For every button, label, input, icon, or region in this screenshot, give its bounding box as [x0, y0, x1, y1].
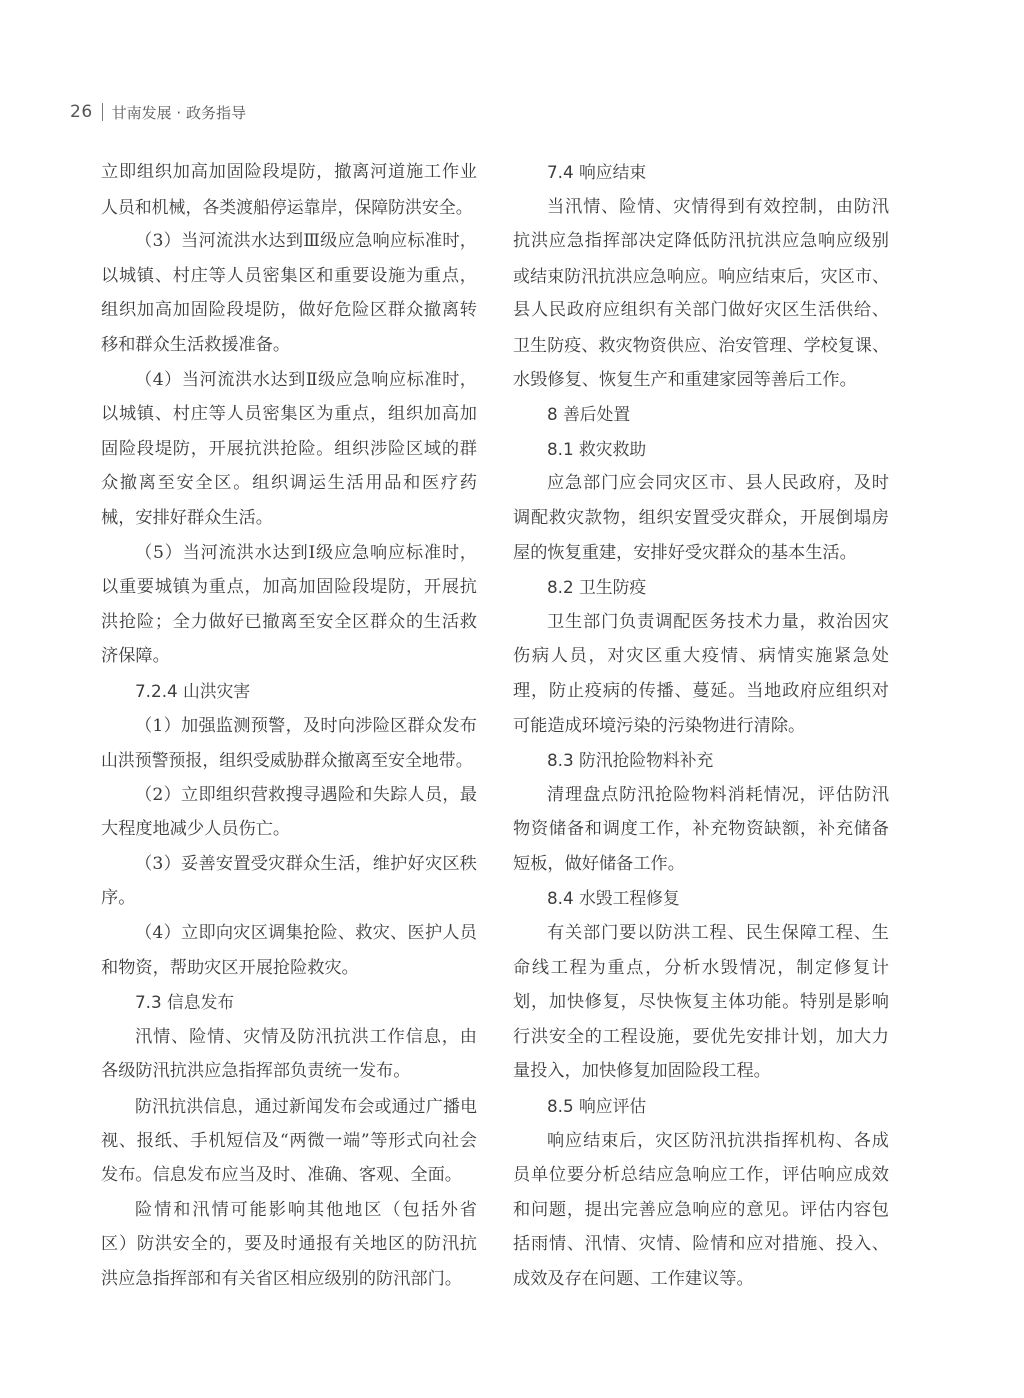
- text-line: 伤病人员，对灾区重大疫情、病情实施紧急处: [513, 646, 889, 667]
- left-column: [101, 155, 477, 1297]
- text-line: 屋的恢复重建，安排好受灾群众的基本生活。: [513, 542, 857, 563]
- page-number: 26: [70, 102, 93, 122]
- page-header: [70, 99, 246, 125]
- text-line: 汛情、险情、灾情及防汛抗洪工作信息，由: [135, 1026, 477, 1047]
- text-line: 洪应急指挥部和有关省区相应级别的防汛部门。: [101, 1269, 462, 1289]
- text-line: 序。: [101, 888, 136, 909]
- text-line: 水毁修复、恢复生产和重建家园等善后工作。: [513, 369, 857, 390]
- text-line: 量投入，加快修复加固险段工程。: [513, 1061, 771, 1082]
- text-line: 清理盘点防汛抢险物料消耗情况，评估防汛: [547, 784, 889, 805]
- text-line: 固险段堤防，开展抗洪抢险。组织涉险区域的群: [101, 438, 477, 459]
- text-line: 调配救灾款物，组织安置受灾群众，开展倒塌房: [513, 507, 889, 528]
- text-line: 和物资，帮助灾区开展抢险救灾。: [101, 957, 359, 978]
- text-line: 划，加快修复，尽快恢复主体功能。特别是影响: [513, 992, 889, 1013]
- text-line: 以城镇、村庄等人员密集区和重要设施为重点，: [101, 265, 477, 286]
- text-line: （3）妥善安置受灾群众生活，维护好灾区秩: [135, 853, 477, 874]
- text-line: 械，安排好群众生活。: [101, 507, 273, 528]
- text-line: 各级防汛抗洪应急指挥部负责统一发布。: [101, 1061, 411, 1082]
- section-heading: 8.5 响应评估: [547, 1096, 647, 1117]
- text-line: 众撤离至安全区。组织调运生活用品和医疗药: [101, 473, 477, 494]
- right-column: [513, 155, 889, 1297]
- text-line: 发布。信息发布应当及时、准确、客观、全面。: [101, 1165, 462, 1186]
- section-heading: 7.3 信息发布: [135, 992, 235, 1013]
- running-title: 甘南发展 · 政务指导: [111, 103, 246, 122]
- text-line: 卫生防疫、救灾物资供应、治安管理、学校复课、: [513, 334, 889, 355]
- text-line: 以城镇、村庄等人员密集区为重点，组织加高加: [101, 404, 477, 425]
- text-line: 防汛抗洪信息，通过新闻发布会或通过广播电: [135, 1096, 477, 1117]
- text-line: 济保障。: [101, 646, 170, 667]
- section-heading: 8 善后处置: [547, 404, 631, 425]
- text-line: 括雨情、汛情、灾情、险情和应对措施、投入、: [513, 1234, 889, 1255]
- section-heading: 8.3 防汛抢险物料补充: [547, 750, 714, 771]
- text-line: 理，防止疫病的传播、蔓延。当地政府应组织对: [513, 680, 889, 701]
- text-line: 抗洪应急指挥部决定降低防汛抗洪应急响应级别: [513, 231, 889, 252]
- text-line: （4）立即向灾区调集抢险、救灾、医护人员: [135, 923, 477, 944]
- text-line: 或结束防汛抗洪应急响应。响应结束后，灾区市、: [513, 265, 889, 286]
- text-line: 人员和机械，各类渡船停运靠岸，保障防洪安全。: [101, 196, 473, 217]
- text-line: 移和群众生活救援准备。: [101, 334, 291, 355]
- section-heading: 8.4 水毁工程修复: [547, 888, 680, 909]
- text-line: 以重要城镇为重点，加高加固险段堤防，开展抗: [101, 577, 477, 598]
- text-line: 响应结束后，灾区防汛抗洪指挥机构、各成: [547, 1130, 889, 1151]
- text-line: （5）当河流洪水达到Ⅰ级应急响应标准时，: [135, 542, 477, 563]
- text-line: 短板，做好储备工作。: [513, 853, 685, 874]
- text-line: 行洪安全的工程设施，要优先安排计划，加大力: [513, 1026, 889, 1047]
- text-line: 成效及存在问题、工作建议等。: [513, 1269, 754, 1289]
- text-line: 和问题，提出完善应急响应的意见。评估内容包: [513, 1199, 889, 1220]
- text-line: 山洪预警预报，组织受威胁群众撤离至安全地带。: [101, 750, 473, 771]
- header-divider: [102, 103, 103, 121]
- text-line: （2）立即组织营救搜寻遇险和失踪人员，最: [135, 784, 477, 805]
- text-line: 立即组织加高加固险段堤防，撤离河道施工作业: [101, 162, 477, 182]
- text-line: 视、报纸、手机短信及“两微一端”等形式向社会: [101, 1130, 477, 1151]
- text-line: （3）当河流洪水达到Ⅲ级应急响应标准时，: [135, 231, 477, 252]
- text-line: 命线工程为重点，分析水毁情况，制定修复计: [513, 957, 889, 978]
- text-line: 县人民政府应组织有关部门做好灾区生活供给、: [513, 300, 889, 321]
- text-line: 区）防洪安全的，要及时通报有关地区的防汛抗: [101, 1234, 477, 1255]
- text-line: 可能造成环境污染的污染物进行清除。: [513, 715, 806, 736]
- section-heading: 8.2 卫生防疫: [547, 577, 647, 598]
- section-heading: 7.4 响应结束: [547, 162, 647, 182]
- text-line: （1）加强监测预警，及时向涉险区群众发布: [135, 715, 477, 736]
- text-line: 员单位要分析总结应急响应工作，评估响应成效: [513, 1165, 889, 1186]
- text-line: 当汛情、险情、灾情得到有效控制，由防汛: [547, 196, 889, 217]
- text-line: 险情和汛情可能影响其他地区（包括外省: [135, 1199, 477, 1220]
- text-line: 有关部门要以防洪工程、民生保障工程、生: [547, 923, 889, 944]
- section-heading: 7.2.4 山洪灾害: [135, 680, 251, 701]
- text-line: 卫生部门负责调配医务技术力量，救治因灾: [547, 611, 889, 632]
- text-line: 大程度地减少人员伤亡。: [101, 819, 291, 840]
- text-line: （4）当河流洪水达到Ⅱ级应急响应标准时，: [135, 369, 477, 390]
- text-line: 物资储备和调度工作，补充物资缺额，补充储备: [513, 819, 889, 840]
- text-line: 组织加高加固险段堤防，做好危险区群众撤离转: [101, 300, 477, 321]
- text-line: 洪抢险；全力做好已撤离至安全区群众的生活救: [101, 611, 477, 632]
- section-heading: 8.1 救灾救助: [547, 438, 647, 459]
- text-line: 应急部门应会同灾区市、县人民政府，及时: [547, 473, 889, 494]
